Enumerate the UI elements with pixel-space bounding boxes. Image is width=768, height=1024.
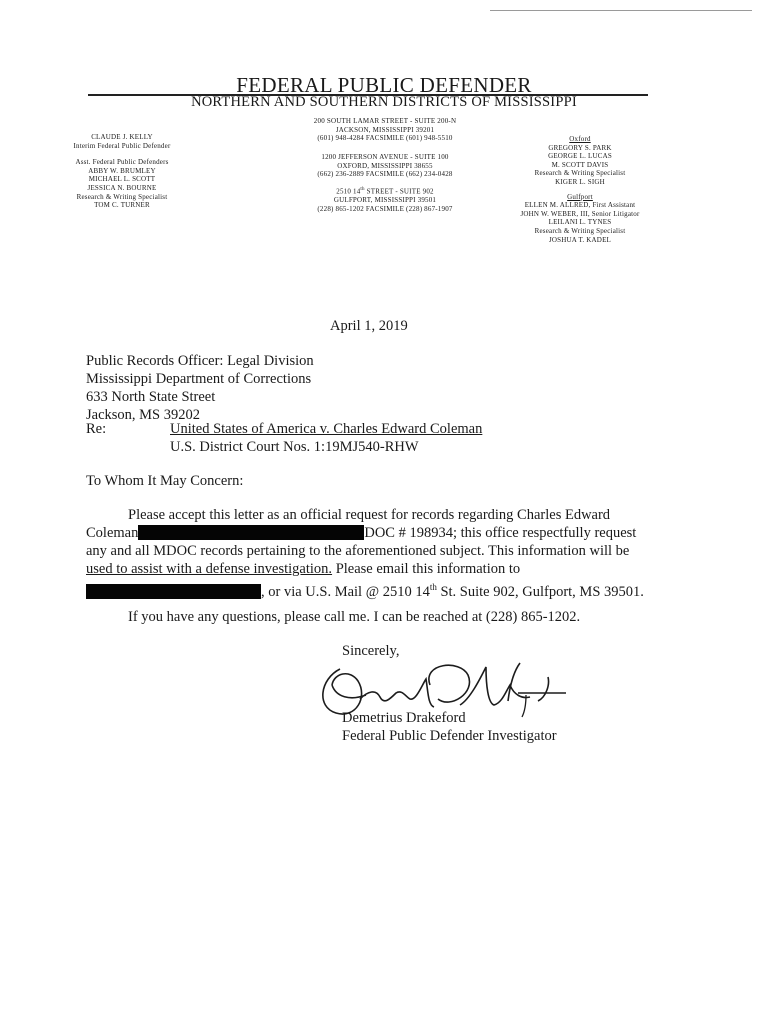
right-staff-list [514, 135, 646, 244]
paragraph-line [86, 578, 646, 601]
staff-title: Asst. Federal Public Defenders [75, 158, 169, 167]
paragraph-text: DOC # 198934; this office respectfully request [364, 525, 637, 541]
paragraph-line [86, 560, 646, 578]
paragraph-text: Please email this information to [332, 561, 521, 577]
staff-name: ELLEN M. ALLRED, First Assistant [524, 201, 636, 210]
staff-name: LEILANI L. TYNES [548, 218, 612, 227]
office-phones: (662) 236-2889 FACSIMILE (662) 234-0428 [317, 170, 453, 179]
staff-name: M. SCOTT DAVIS [551, 160, 609, 169]
staff-name: ABBY W. BRUMLEY [88, 166, 156, 175]
staff-name: JESSICA N. BOURNE [87, 183, 157, 192]
left-staff-list [52, 133, 192, 210]
re-line [86, 420, 482, 438]
re-label: Re: [86, 421, 107, 437]
staff-name: MICHAEL L. SCOTT [88, 175, 156, 184]
case-caption: United States of America v. Charles Edward Coleman [170, 421, 483, 437]
letterhead-title: FEDERAL PUBLIC DEFENDER [236, 73, 532, 97]
court-case-number: U.S. District Court Nos. 1:19MJ540-RHW [170, 439, 419, 455]
signer-name: Demetrius Drakeford [342, 710, 466, 726]
recipient-address [86, 352, 314, 424]
paragraph-line: Please accept this letter as an official request for records regarding Charles Edward [128, 507, 611, 523]
redaction-bar [138, 525, 364, 540]
staff-title: Research & Writing Specialist [534, 169, 626, 178]
office-heading-oxford: Oxford [569, 135, 591, 143]
superscript: th [429, 582, 437, 592]
staff-name: TOM C. TURNER [94, 201, 150, 210]
paragraph-text: Coleman [86, 525, 139, 541]
letterhead-subtitle: NORTHERN AND SOUTHERN DISTRICTS OF MISSISSIPPI [191, 94, 577, 110]
closing: Sincerely, [342, 643, 400, 659]
office-jackson [250, 117, 520, 143]
office-street: 2510 14th STREET - SUITE 902 [336, 187, 434, 196]
paragraph-line [86, 524, 646, 542]
office-gulfport [250, 186, 520, 213]
office-street: 200 SOUTH LAMAR STREET - SUITE 200-N [313, 117, 457, 125]
redaction-bar [86, 584, 261, 599]
staff-name: JOHN W. WEBER, III, Senior Litigator [520, 209, 640, 218]
paragraph-text: , or via U.S. Mail @ 2510 14 [261, 583, 430, 600]
staff-title: Research & Writing Specialist [76, 192, 168, 201]
office-city: JACKSON, MISSISSIPPI 39201 [335, 125, 435, 134]
recipient-line: Public Records Officer: Legal Division [86, 353, 314, 369]
office-phones: (228) 865-1202 FACSIMILE (228) 867-1907 [317, 204, 453, 213]
paragraph-text: used to assist with a defense investigation. [86, 561, 333, 577]
recipient-line: 633 North State Street [86, 389, 216, 405]
paragraph-text: St. Suite 902, Gulfport, MS 39501. [436, 583, 644, 600]
staff-name: GREGORY S. PARK [548, 143, 612, 152]
office-heading-gulfport: Gulfport [567, 192, 593, 201]
office-oxford [250, 153, 520, 179]
office-phones: (601) 948-4284 FACSIMILE (601) 948-5510 [317, 134, 453, 143]
office-street: 1200 JEFFERSON AVENUE - SUITE 100 [321, 153, 449, 161]
staff-name: GEORGE L. LUCAS [548, 152, 612, 161]
staff-name: CLAUDE J. KELLY [91, 133, 153, 141]
recipient-line: Mississippi Department of Corrections [86, 371, 312, 387]
staff-title: Interim Federal Public Defender [73, 141, 171, 150]
request-paragraph [86, 506, 646, 601]
questions-line: If you have any questions, please call me. I can be reached at (228) 865-1202. [128, 609, 581, 625]
staff-title: Research & Writing Specialist [534, 226, 626, 235]
recipient-line: Jackson, MS 39202 [86, 407, 200, 423]
office-city: GULFPORT, MISSISSIPPI 39501 [333, 195, 437, 204]
scan-top-line [490, 10, 752, 11]
salutation: To Whom It May Concern: [86, 473, 244, 489]
office-city: OXFORD, MISSISSIPPI 38655 [337, 161, 433, 170]
staff-name: KIGER L. SIGH [555, 177, 605, 186]
letter-date: April 1, 2019 [330, 318, 408, 334]
staff-name: JOSHUA T. KADEL [548, 235, 612, 244]
paragraph-line: any and all MDOC records pertaining to the aforementioned subject. This information will be [86, 543, 630, 559]
signer-title: Federal Public Defender Investigator [342, 728, 557, 744]
